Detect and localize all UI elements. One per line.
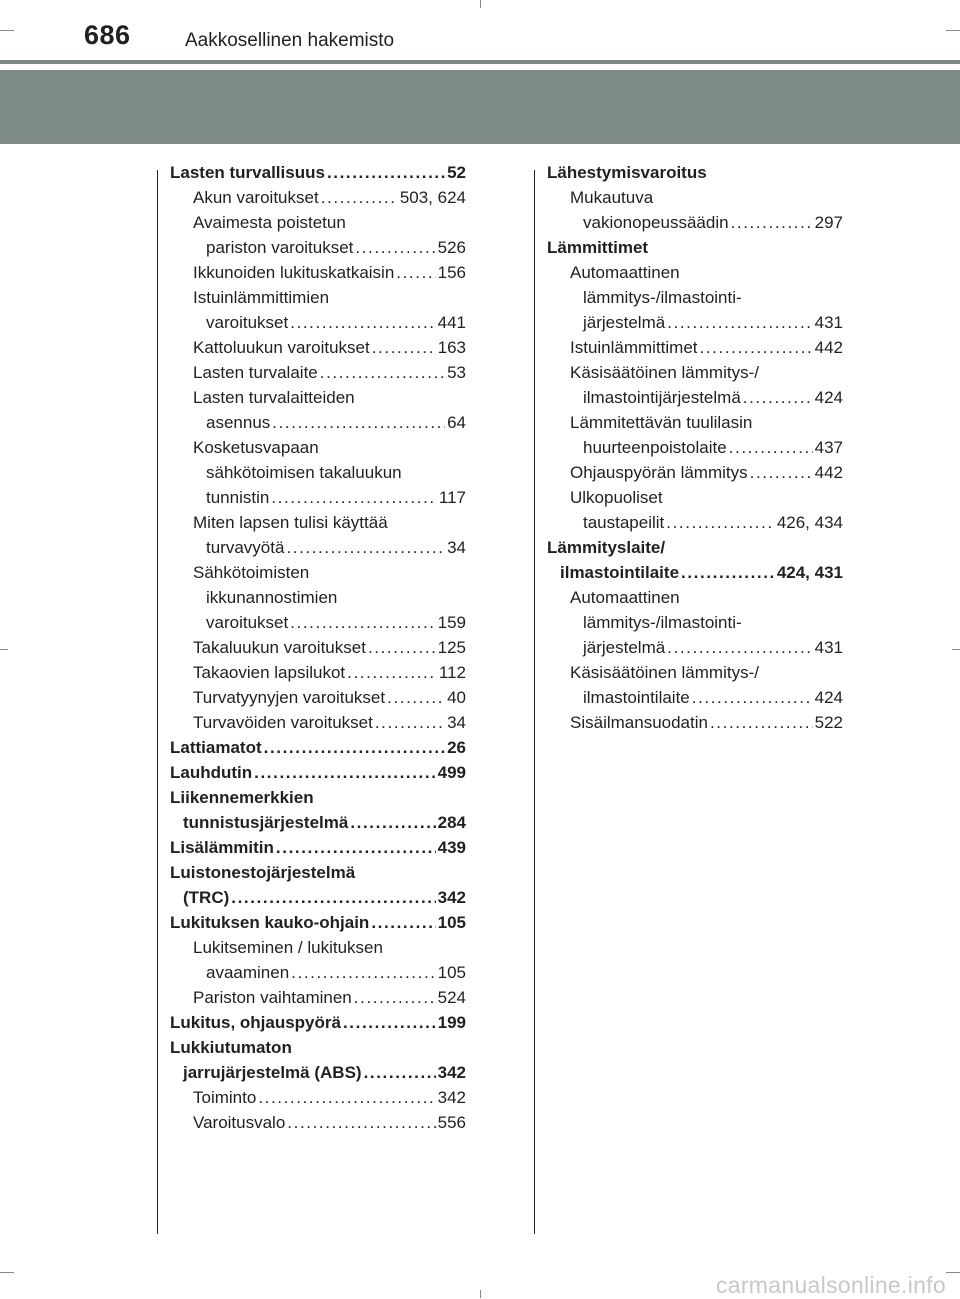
page-reference: 64 — [447, 413, 466, 432]
index-entry — [170, 285, 466, 310]
index-entry — [170, 310, 466, 335]
page-reference: 34 — [447, 713, 466, 732]
page-reference: 105 — [437, 913, 466, 932]
index-entry — [170, 935, 466, 960]
dot-leader — [387, 685, 445, 710]
index-entry — [547, 210, 843, 235]
page-reference: 442 — [814, 338, 843, 357]
right-index-column — [547, 160, 843, 735]
index-term: Käsisäätöinen lämmitys-/ — [570, 363, 759, 382]
index-entry — [170, 460, 466, 485]
index-entry — [547, 585, 843, 610]
index-term: jarrujärjestelmä (ABS) — [183, 1063, 362, 1082]
dot-leader — [231, 885, 435, 910]
index-entry — [170, 1060, 466, 1085]
index-entry — [170, 260, 466, 285]
index-term: Lähestymisvaroitus — [547, 163, 707, 182]
dot-leader — [290, 310, 435, 335]
index-entry — [547, 460, 843, 485]
index-term: Luistonestojärjestelmä — [170, 863, 356, 882]
dot-leader — [291, 960, 435, 985]
index-term: Takaluukun varoitukset — [193, 638, 366, 657]
middle-column-rule — [534, 170, 535, 1234]
index-entry — [547, 235, 843, 260]
index-term: Mukautuva — [570, 188, 654, 207]
index-entry — [170, 560, 466, 585]
dot-leader — [354, 985, 436, 1010]
index-term: Ohjauspyörän lämmitys — [570, 463, 748, 482]
dot-leader — [692, 685, 813, 710]
page-reference: 284 — [437, 813, 466, 832]
index-entry — [170, 860, 466, 885]
dot-leader — [272, 410, 445, 435]
index-entry — [170, 535, 466, 560]
index-term: ilmastointijärjestelmä — [583, 388, 741, 407]
index-term: Kattoluukun varoitukset — [193, 338, 370, 357]
index-term: huurteenpoistolaite — [583, 438, 727, 457]
left-column-rule — [157, 170, 158, 1234]
index-term: turvavyötä — [206, 538, 285, 557]
page-number: 686 — [84, 20, 131, 50]
index-entry — [547, 435, 843, 460]
index-entry — [170, 160, 466, 185]
dot-leader — [710, 710, 813, 735]
index-entry — [547, 185, 843, 210]
dot-leader — [731, 210, 813, 235]
page-reference: 52 — [447, 163, 466, 182]
index-entry — [170, 835, 466, 860]
dot-leader — [700, 335, 813, 360]
index-term: ilmastointilaite — [583, 688, 690, 707]
index-term: Toiminto — [193, 1088, 257, 1107]
page-reference: 424, 431 — [776, 563, 843, 582]
dot-leader — [347, 660, 437, 685]
dot-leader — [743, 385, 813, 410]
index-term: asennus — [206, 413, 271, 432]
index-entry — [170, 210, 466, 235]
index-entry — [547, 385, 843, 410]
index-entry — [547, 485, 843, 510]
page-reference: 26 — [447, 738, 466, 757]
dot-leader — [371, 910, 435, 935]
index-term: pariston varoitukset — [206, 238, 354, 257]
dot-leader — [286, 535, 445, 560]
index-term: Lämmitettävän tuulilasin — [570, 413, 753, 432]
page-reference: 442 — [814, 463, 843, 482]
index-entry — [547, 710, 843, 735]
page-reference: 524 — [437, 988, 466, 1007]
index-entry — [547, 285, 843, 310]
dot-leader — [327, 160, 445, 185]
index-term: Avaimesta poistetun — [193, 213, 346, 232]
page-reference: 431 — [814, 313, 843, 332]
index-entry — [547, 610, 843, 635]
index-term: Lämmityslaite/ — [547, 538, 666, 557]
index-entry — [547, 685, 843, 710]
index-term: Liikennemerkkien — [170, 788, 314, 807]
index-term: Lukitus, ohjauspyörä — [170, 1013, 341, 1032]
index-term: Lasten turvalaitteiden — [193, 388, 355, 407]
dot-leader — [666, 510, 775, 535]
index-entry — [170, 1010, 466, 1035]
page-reference: 526 — [437, 238, 466, 257]
index-entry — [170, 885, 466, 910]
dot-leader — [350, 810, 435, 835]
index-term: (TRC) — [183, 888, 230, 907]
crop-mark — [480, 0, 481, 8]
index-term: taustapeilit — [583, 513, 665, 532]
index-entry — [170, 810, 466, 835]
index-entry — [170, 610, 466, 635]
index-term: varoitukset — [206, 613, 289, 632]
index-term: Istuinlämmittimien — [193, 288, 330, 307]
dot-leader — [364, 1060, 436, 1085]
page-reference: 522 — [814, 713, 843, 732]
index-entry — [170, 635, 466, 660]
index-entry — [170, 760, 466, 785]
watermark: carmanualsonline.info — [715, 1272, 946, 1298]
crop-mark — [0, 649, 8, 650]
index-term: ikkunannostimien — [206, 588, 338, 607]
dot-leader — [343, 1010, 436, 1035]
page-reference: 424 — [814, 688, 843, 707]
index-term: Automaattinen — [570, 263, 680, 282]
index-entry — [170, 985, 466, 1010]
index-term: Akun varoitukset — [193, 188, 319, 207]
left-index-column — [170, 160, 466, 1135]
index-entry — [547, 635, 843, 660]
page-reference: 431 — [814, 638, 843, 657]
index-term: Pariston vaihtaminen — [193, 988, 352, 1007]
index-term: Lattiamatot — [170, 738, 262, 757]
index-entry — [170, 710, 466, 735]
index-entry — [547, 335, 843, 360]
page-reference: 342 — [437, 1088, 466, 1107]
index-term: Miten lapsen tulisi käyttää — [193, 513, 388, 532]
index-entry — [170, 960, 466, 985]
index-term: Turvavöiden varoitukset — [193, 713, 373, 732]
index-entry — [547, 160, 843, 185]
index-term: Ikkunoiden lukituskatkaisin — [193, 263, 395, 282]
page-reference: 342 — [437, 1063, 466, 1082]
dot-leader — [276, 835, 436, 860]
page-reference: 112 — [438, 663, 466, 682]
index-term: Lämmittimet — [547, 238, 649, 257]
index-entry — [170, 185, 466, 210]
page-reference: 439 — [437, 838, 466, 857]
dot-leader — [750, 460, 813, 485]
index-term: lämmitys-/ilmastointi- — [583, 613, 742, 632]
page-reference: 105 — [437, 963, 466, 982]
index-term: sähkötoimisen takaluukun — [206, 463, 402, 482]
page-reference: 426, 434 — [776, 513, 843, 532]
index-entry — [170, 585, 466, 610]
index-term: tunnistusjärjestelmä — [183, 813, 349, 832]
dot-leader — [254, 760, 435, 785]
index-term: Varoitusvalo — [193, 1113, 286, 1132]
dot-leader — [681, 560, 775, 585]
index-term: Sisäilmansuodatin — [570, 713, 708, 732]
page-reference: 34 — [447, 538, 466, 557]
index-term: Käsisäätöinen lämmitys-/ — [570, 663, 759, 682]
index-entry — [170, 410, 466, 435]
dot-leader — [321, 185, 398, 210]
dot-leader — [320, 360, 445, 385]
index-term: Automaattinen — [570, 588, 680, 607]
index-entry — [170, 510, 466, 535]
dot-leader — [264, 735, 445, 760]
index-term: lämmitys-/ilmastointi- — [583, 288, 742, 307]
dot-leader — [667, 635, 812, 660]
dot-leader — [396, 260, 435, 285]
page-title: Aakkosellinen hakemisto — [185, 30, 395, 51]
index-term: Ulkopuoliset — [570, 488, 663, 507]
index-term: tunnistin — [206, 488, 270, 507]
index-entry — [170, 1110, 466, 1135]
page-reference: 159 — [437, 613, 466, 632]
index-term: Lukitseminen / lukituksen — [193, 938, 383, 957]
index-entry — [547, 510, 843, 535]
dot-leader — [372, 335, 436, 360]
dot-leader — [258, 1085, 435, 1110]
index-entry — [170, 485, 466, 510]
index-entry — [170, 335, 466, 360]
page-reference: 117 — [438, 488, 466, 507]
page-reference: 437 — [814, 438, 843, 457]
dot-leader — [290, 610, 435, 635]
index-term: järjestelmä — [583, 638, 666, 657]
index-term: Lisälämmitin — [170, 838, 274, 857]
index-entry — [170, 235, 466, 260]
index-term: Istuinlämmittimet — [570, 338, 698, 357]
index-entry — [170, 910, 466, 935]
index-term: Lauhdutin — [170, 763, 253, 782]
index-term: Lukkiutumaton — [170, 1038, 292, 1057]
crop-mark — [946, 30, 960, 31]
index-term: avaaminen — [206, 963, 290, 982]
dot-leader — [287, 1110, 435, 1135]
index-entry — [547, 560, 843, 585]
index-entry — [547, 260, 843, 285]
page-reference: 424 — [814, 388, 843, 407]
index-entry — [170, 385, 466, 410]
dot-leader — [375, 710, 445, 735]
index-entry — [547, 310, 843, 335]
page-reference: 163 — [437, 338, 466, 357]
index-entry — [170, 1035, 466, 1060]
page-reference: 156 — [437, 263, 466, 282]
dot-leader — [729, 435, 813, 460]
index-entry — [547, 360, 843, 385]
index-term: Takaovien lapsilukot — [193, 663, 346, 682]
page-reference: 40 — [447, 688, 466, 707]
index-term: Lasten turvallisuus — [170, 163, 325, 182]
index-entry — [547, 410, 843, 435]
page-reference: 199 — [437, 1013, 466, 1032]
header-band — [0, 70, 960, 144]
page-reference: 297 — [814, 213, 843, 232]
index-term: varoitukset — [206, 313, 289, 332]
page-reference: 503, 624 — [399, 188, 466, 207]
dot-leader — [271, 485, 437, 510]
index-term: Turvatyynyjen varoitukset — [193, 688, 386, 707]
dot-leader — [355, 235, 435, 260]
dot-leader — [667, 310, 812, 335]
index-entry — [170, 1085, 466, 1110]
index-term: ilmastointilaite — [560, 563, 680, 582]
index-entry — [170, 660, 466, 685]
page-reference: 441 — [437, 313, 466, 332]
crop-mark — [0, 1272, 14, 1273]
page-reference: 342 — [437, 888, 466, 907]
page-reference: 499 — [437, 763, 466, 782]
index-term: Lukituksen kauko-ohjain — [170, 913, 370, 932]
index-entry — [547, 660, 843, 685]
page-reference: 125 — [437, 638, 466, 657]
crop-mark — [946, 1272, 960, 1273]
dot-leader — [368, 635, 436, 660]
index-entry — [170, 360, 466, 385]
crop-mark — [952, 649, 960, 650]
header-rule — [0, 60, 960, 64]
crop-mark — [480, 1290, 481, 1298]
index-term: Sähkötoimisten — [193, 563, 310, 582]
index-entry — [170, 685, 466, 710]
index-term: vakionopeussäädin — [583, 213, 729, 232]
page-reference: 53 — [447, 363, 466, 382]
index-term: järjestelmä — [583, 313, 666, 332]
crop-mark — [0, 30, 14, 31]
index-entry — [170, 435, 466, 460]
index-entry — [547, 535, 843, 560]
index-term: Kosketusvapaan — [193, 438, 319, 457]
index-entry — [170, 735, 466, 760]
index-term: Lasten turvalaite — [193, 363, 318, 382]
index-entry — [170, 785, 466, 810]
page-reference: 556 — [437, 1113, 466, 1132]
